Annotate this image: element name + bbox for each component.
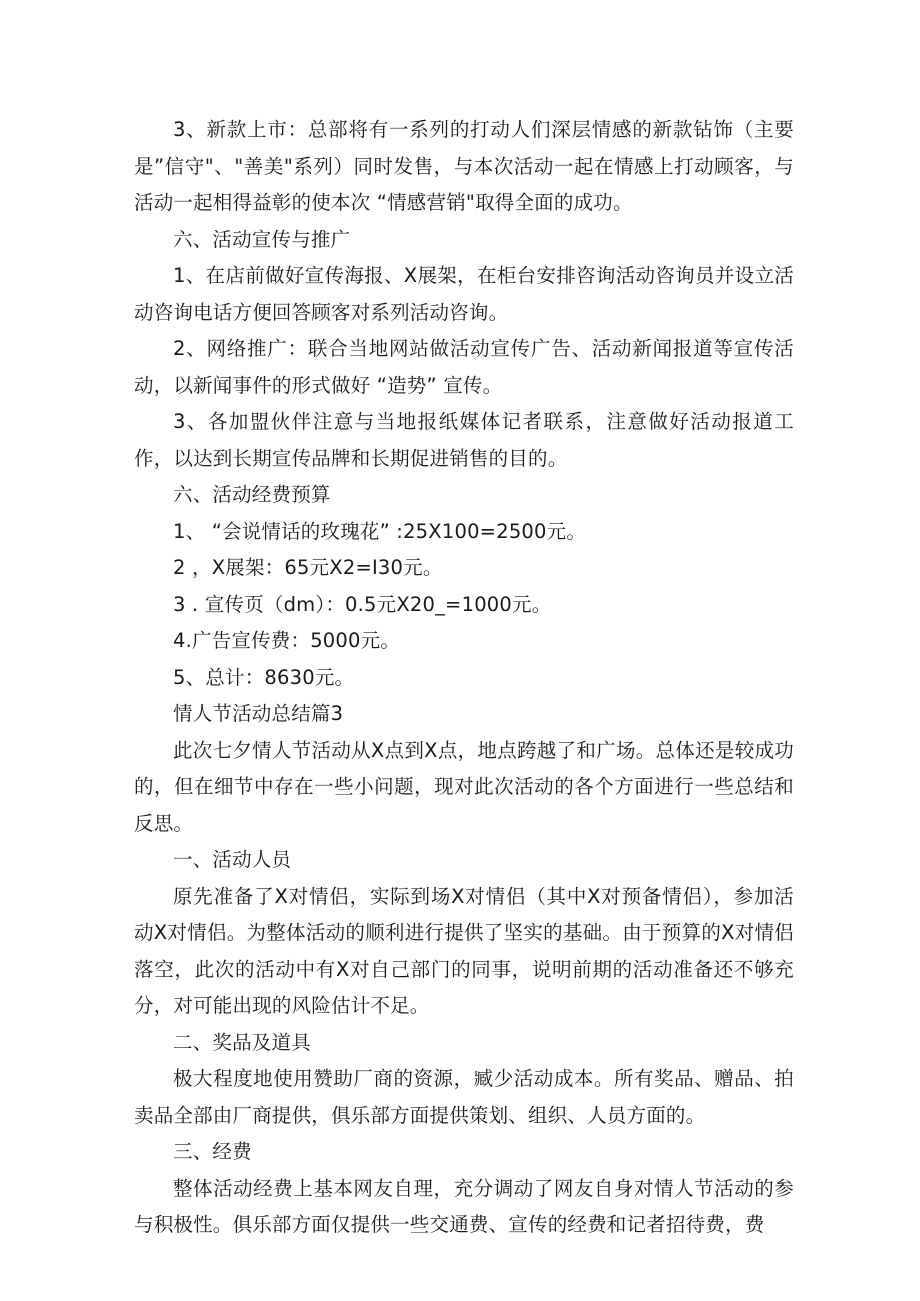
paragraph-promo-1: 1、在店前做好宣传海报、X展架，在柜台安排咨询活动咨询员并设立活动咨询电话方便回答顾客对系列活动咨询。 [134, 264, 794, 324]
heading-prizes: 二、奖品及道具 [173, 1030, 311, 1054]
section-title-summary-3: 情人节活动总结篇3 [173, 702, 344, 725]
paragraph-new-products: 3、新款上市：总部将有一系列的打动人们深层情感的新款钻饰（主要是”信守"、"善美"系列）同时发售，与本次活动一起在情感上打动顾客，与活动一起相得益彰的使本次 “情感营销"取得全面的成功。 [134, 118, 794, 214]
budget-item-total: 5、总计：8630元。 [173, 665, 355, 689]
paragraph-personnel: 原先准备了X对情侣，实际到场X对情侣（其中X对预备情侣），参加活动X对情侣。为整体活动的顺利进行提供了坚实的基础。由于预算的X对情侣落空，此次的活动中有X对自己部门的同事，说明前期的活动准备还不够充分，对可能出现的风险估计不足。 [134, 884, 794, 1017]
budget-item-3: 3 . 宣传页（dm）：0.5元X20_=1000元。 [173, 592, 552, 616]
heading-budget: 六、活动经费预算 [173, 483, 331, 506]
budget-item-1: 1、 “会说情话的玫瑰花” :25X100=2500元。 [173, 519, 587, 543]
paragraph-summary-intro: 此次七夕情人节活动从X点到X点，地点跨越了和广场。总体还是较成功的，但在细节中存在一些小问题，现对此次活动的各个方面进行一些总结和反思。 [134, 738, 794, 835]
budget-item-4: 4.广告宣传费：5000元。 [173, 629, 401, 652]
paragraph-promo-2: 2、网络推广：联合当地网站做活动宣传广告、活动新闻报道等宣传活动，以新闻事件的形式做好 “造势” 宣传。 [134, 337, 794, 397]
heading-funding: 三、经费 [173, 1140, 252, 1163]
paragraph-funding: 整体活动经费上基本网友自理，充分调动了网友自身对情人节活动的参与积极性。俱乐部方面仅提供一些交通费、宣传的经费和记者招待费，费 [134, 1176, 794, 1236]
heading-personnel: 一、活动人员 [173, 848, 292, 871]
paragraph-prizes: 极大程度地使用赞助厂商的资源，臧少活动成本。所有奖品、赠品、拍卖品全部由厂商提供，俱乐部方面提供策划、组织、人员方面的。 [134, 1067, 794, 1127]
heading-promotion: 六、活动宣传与推广 [173, 227, 351, 251]
budget-item-2: 2 ，X展架：65元X2=I30元。 [173, 556, 443, 579]
document-body [134, 112, 794, 1244]
paragraph-promo-3: 3、各加盟伙伴注意与当地报纸媒体记者联系，注意做好活动报道工作，以达到长期宣传品牌和长期促进销售的目的。 [134, 410, 794, 470]
